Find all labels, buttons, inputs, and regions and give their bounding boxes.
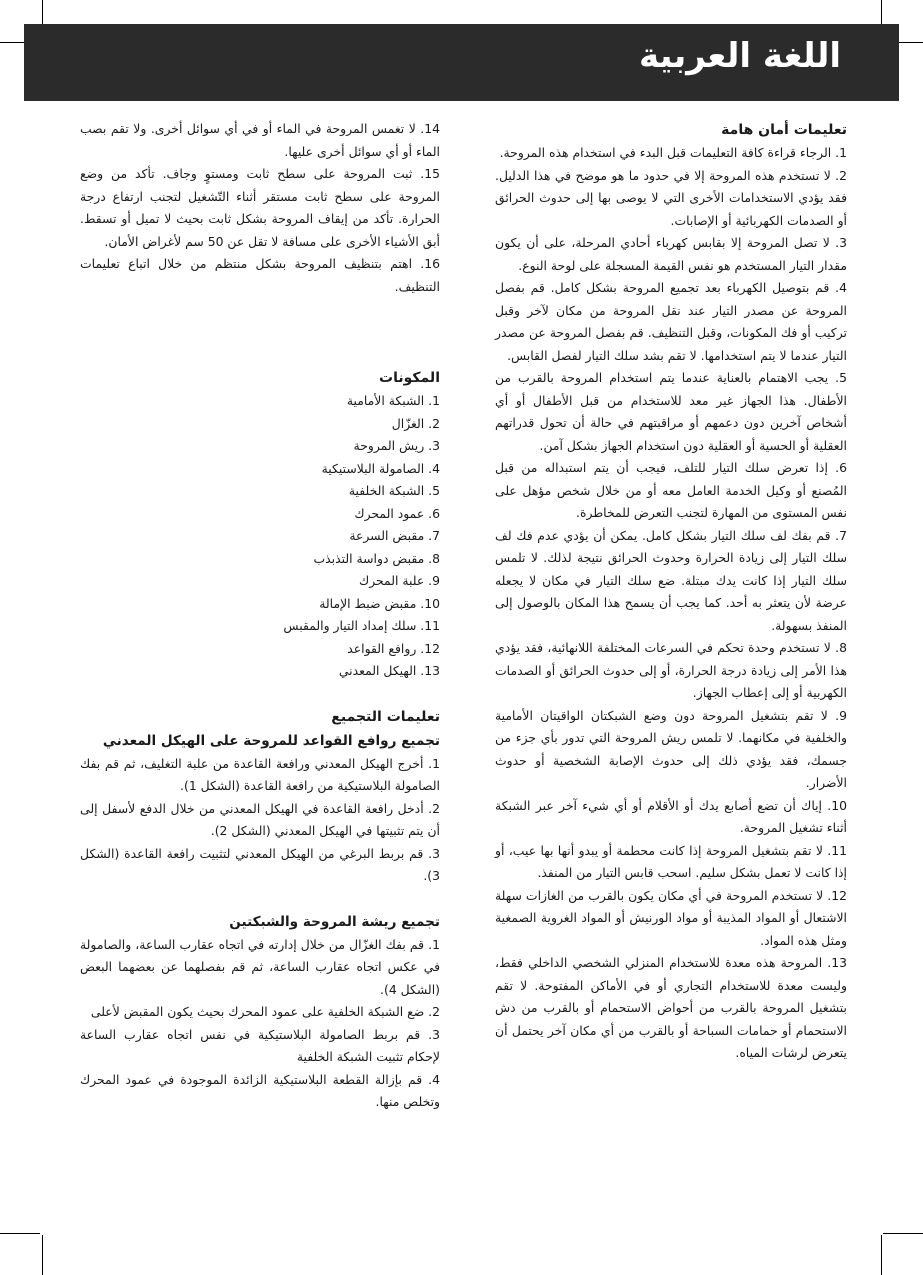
assembly-step: 3. قم بربط الصامولة البلاستيكية في نفس اتجاه عقارب الساعة لإحكام تثبيت الشبكة الخلفية [80, 1026, 440, 1064]
safety-item: 14. لا تغمس المروحة في الماء أو في أي سوائل أخرى. ولا تقم بصب الماء أو أي سوائل أخرى عليها. [80, 121, 440, 159]
components-list [80, 390, 440, 683]
component-item: 4. الصامولة البلاستيكية [321, 460, 440, 476]
safety-item: 10. إياك أن تضع أصابع يدك أو الأقلام أو أي شيء آخر عبر الشبكة أثناء تشغيل المروحة. [495, 797, 847, 835]
assembly-title: تعليمات التجميع [331, 708, 440, 725]
safety-item: 2. لا تستخدم هذه المروحة إلا في حدود ما هو موضح في هذا الدليل. فقد يؤدي الاستخدامات الأخرى التي لا يوصى بها إلى حدوث الحرائق أو الصدمات الكهربائية أو الإصابات. [495, 167, 847, 228]
component-item: 5. الشبكة الخلفية [348, 483, 440, 498]
spacer [80, 298, 440, 366]
base-assembly-title: تجميع روافع القواعد للمروحة على الهيكل المعدني [102, 732, 440, 749]
page-title: اللغة العربية [639, 36, 841, 76]
assembly-step: 2. أدخل رافعة القاعدة في الهيكل المعدني من خلال الدفع لأسفل إلى أن يتم تثبيتها في الهيكل المعدني (الشكل 2). [80, 800, 440, 838]
left-column [80, 118, 440, 1114]
component-item: 9. علبة المحرك [358, 573, 440, 588]
component-item: 8. مقبض دواسة التذبذب [313, 550, 440, 566]
component-item: 12. روافع القواعد [347, 640, 440, 656]
spacer [80, 888, 440, 910]
safety-item: 12. لا تستخدم المروحة في أي مكان يكون بالقرب من الغازات سهلة الاشتعال أو المواد المذيبة أو مواد الورنيش أو المواد الغروية الصمغية ومثل هذه المواد. [495, 887, 847, 948]
safety-item: 9. لا تقم بتشغيل المروحة دون وضع الشبكتان الواقيتان الأمامية والخلفية في مكانهما. لا تلمس ريش المروحة التي تدور بأي جزء من جسمك، فقد يؤدي ذلك إلى حدوث الإصابة الشخصية أو حدوث الأضرار. [495, 707, 847, 790]
components-title: المكونات [379, 370, 440, 386]
safety-item: 1. الرجاء قراءة كافة التعليمات قبل البدء في استخدام هذه المروحة. [499, 145, 847, 160]
assembly-step: 1. قم بفك الغزّال من خلال إدارته في اتجاه عقارب الساعة، والصامولة في عكس اتجاه عقارب الساعة، ثم قم بفصلهما عن بعضهما البعض (الشكل 4). [80, 936, 440, 997]
safety-item: 7. قم بفك لف سلك التيار بشكل كامل. يمكن أن يؤدي عدم فك لف سلك التيار إلى زيادة الحرارة وحدوث الحرائق نتيجة لذلك. لا تلمس سلك التيار إذا كانت يدك مبتلة. ضع سلك التيار في مكان لا يجعله عرضة لأن يتعثر به أحد. كما يجب أن يسمح هذا المكان بالوصول إلى المنفذ بسهولة. [495, 527, 847, 633]
safety-item: 13. المروحة هذه معدة للاستخدام المنزلي الشخصي الداخلي فقط، وليست معدة للاستخدام التجاري أو في الأماكن المفتوحة. لا تقم بتشغيل المروحة بالقرب من أحواض الاستحمام أو بالقرب من دش الاستحمام أو حمامات السباحة أو بالقرب من أي مكان آخر يحتمل أن يتعرض لرشات المياه. [495, 955, 847, 1060]
assembly-step: 4. قم بإزالة القطعة البلاستيكية الزائدة الموجودة في عمود المحرك وتخلص منها. [80, 1071, 440, 1109]
crop-mark [881, 1235, 882, 1275]
safety-item: 3. لا تصل المروحة إلا بقابس كهرباء أحادي المرحلة، على أن يكون مقدار التيار المستخدم هو نفس القيمة المسجلة على لوحة النوع. [495, 235, 847, 273]
blades-assembly-title: تجميع ريشة المروحة والشبكتين [229, 913, 440, 930]
safety-column [495, 118, 847, 1065]
safety-item: 15. ثبت المروحة على سطح ثابت ومستوٍ وجاف. تأكد من وضع المروحة على سطح ثابت مستقر أثناء التّشغيل لتجنب ارتفاع درجة الحرارة. تأكد من إيقاف المروحة بشكل ثابت بحيث لا تميل أو تسقط. أبق الأشياء الأخرى على مسافة لا تقل عن 50 سم لأغراض الأمان. [80, 166, 440, 249]
safety-item: 5. يجب الاهتمام بالعناية عندما يتم استخدام المروحة بالقرب من الأطفال. هذا الجهاز غير معد للاستخدام من قبل الأطفال أو أي أشخاص آخرين دون دعمهم أو مراقبتهم في حالة أن تحول قدراتهم العقلية أو الحسية أو العقلية دون استخدام الجهاز بشكل آمن. [495, 370, 847, 453]
crop-mark [42, 1235, 43, 1275]
safety-item: 6. إذا تعرض سلك التيار للتلف، فيجب أن يتم استبداله من قبل المُصنع أو وكيل الخدمة العامل معه أو من خلال شخص مؤهل على نفس المستوى من المهارة لتجنب التعرض للمخاطرة. [495, 460, 847, 520]
component-item: 1. الشبكة الأمامية [346, 393, 440, 408]
component-item: 6. عمود المحرك [354, 505, 440, 521]
page-header [24, 24, 899, 101]
assembly-step: 2. ضع الشبكة الخلفية على عمود المحرك بحيث يكون المقبض لأعلى [90, 1004, 440, 1019]
safety-item: 4. قم بتوصيل الكهرباء بعد تجميع المروحة بشكل كامل. قم بفصل المروحة عن مصدر التيار عند نقل المروحة من مكان لآخر وقبل تركيب أو فك المكونات، وقبل التنظيف. قم بفصل المروحة عن مصدر التيار عندما لا يتم استخدامها. لا تقم بشد سلك التيار لفصل القابس. [495, 280, 847, 363]
crop-mark [0, 1233, 40, 1234]
assembly-step: 3. قم بربط البرغي من الهيكل المعدني لتثبيت رافعة القاعدة (الشكل 3). [80, 845, 440, 883]
component-item: 11. سلك إمداد التيار والمقبس [283, 618, 440, 633]
component-item: 10. مقبض ضبط الإمالة [319, 595, 440, 611]
component-item: 2. الغزّال [391, 415, 440, 431]
spacer [80, 683, 440, 705]
component-item: 7. مقبض السرعة [349, 528, 440, 543]
safety-item: 16. اهتم بتنظيف المروحة بشكل منتظم من خلال اتباع تعليمات التنظيف. [80, 256, 440, 294]
component-item: 13. الهيكل المعدني [338, 663, 440, 678]
safety-item: 11. لا تقم بتشغيل المروحة إذا كانت محطمة أو يبدو أنها بها عيب، أو إذا كانت لا تعمل بشكل سليم. اسحب قابس التيار من المنفذ. [495, 842, 847, 880]
crop-mark [883, 1233, 923, 1234]
safety-item: 8. لا تستخدم وحدة تحكم في السرعات المختلفة اللانهائية، فقد يؤدي هذا الأمر إلى زيادة درجة الحرارة، أو إلى حدوث الحرائق أو الصدمات الكهربية أو إلى إعطاب الجهاز. [495, 640, 847, 700]
safety-title: تعليمات أمان هامة [721, 122, 847, 138]
component-item: 3. ريش المروحة [353, 438, 440, 453]
assembly-step: 1. أخرج الهيكل المعدني ورافعة القاعدة من علبة التغليف، ثم قم بفك الصامولة البلاستيكية من رافعة القاعدة (الشكل 1). [80, 755, 440, 793]
